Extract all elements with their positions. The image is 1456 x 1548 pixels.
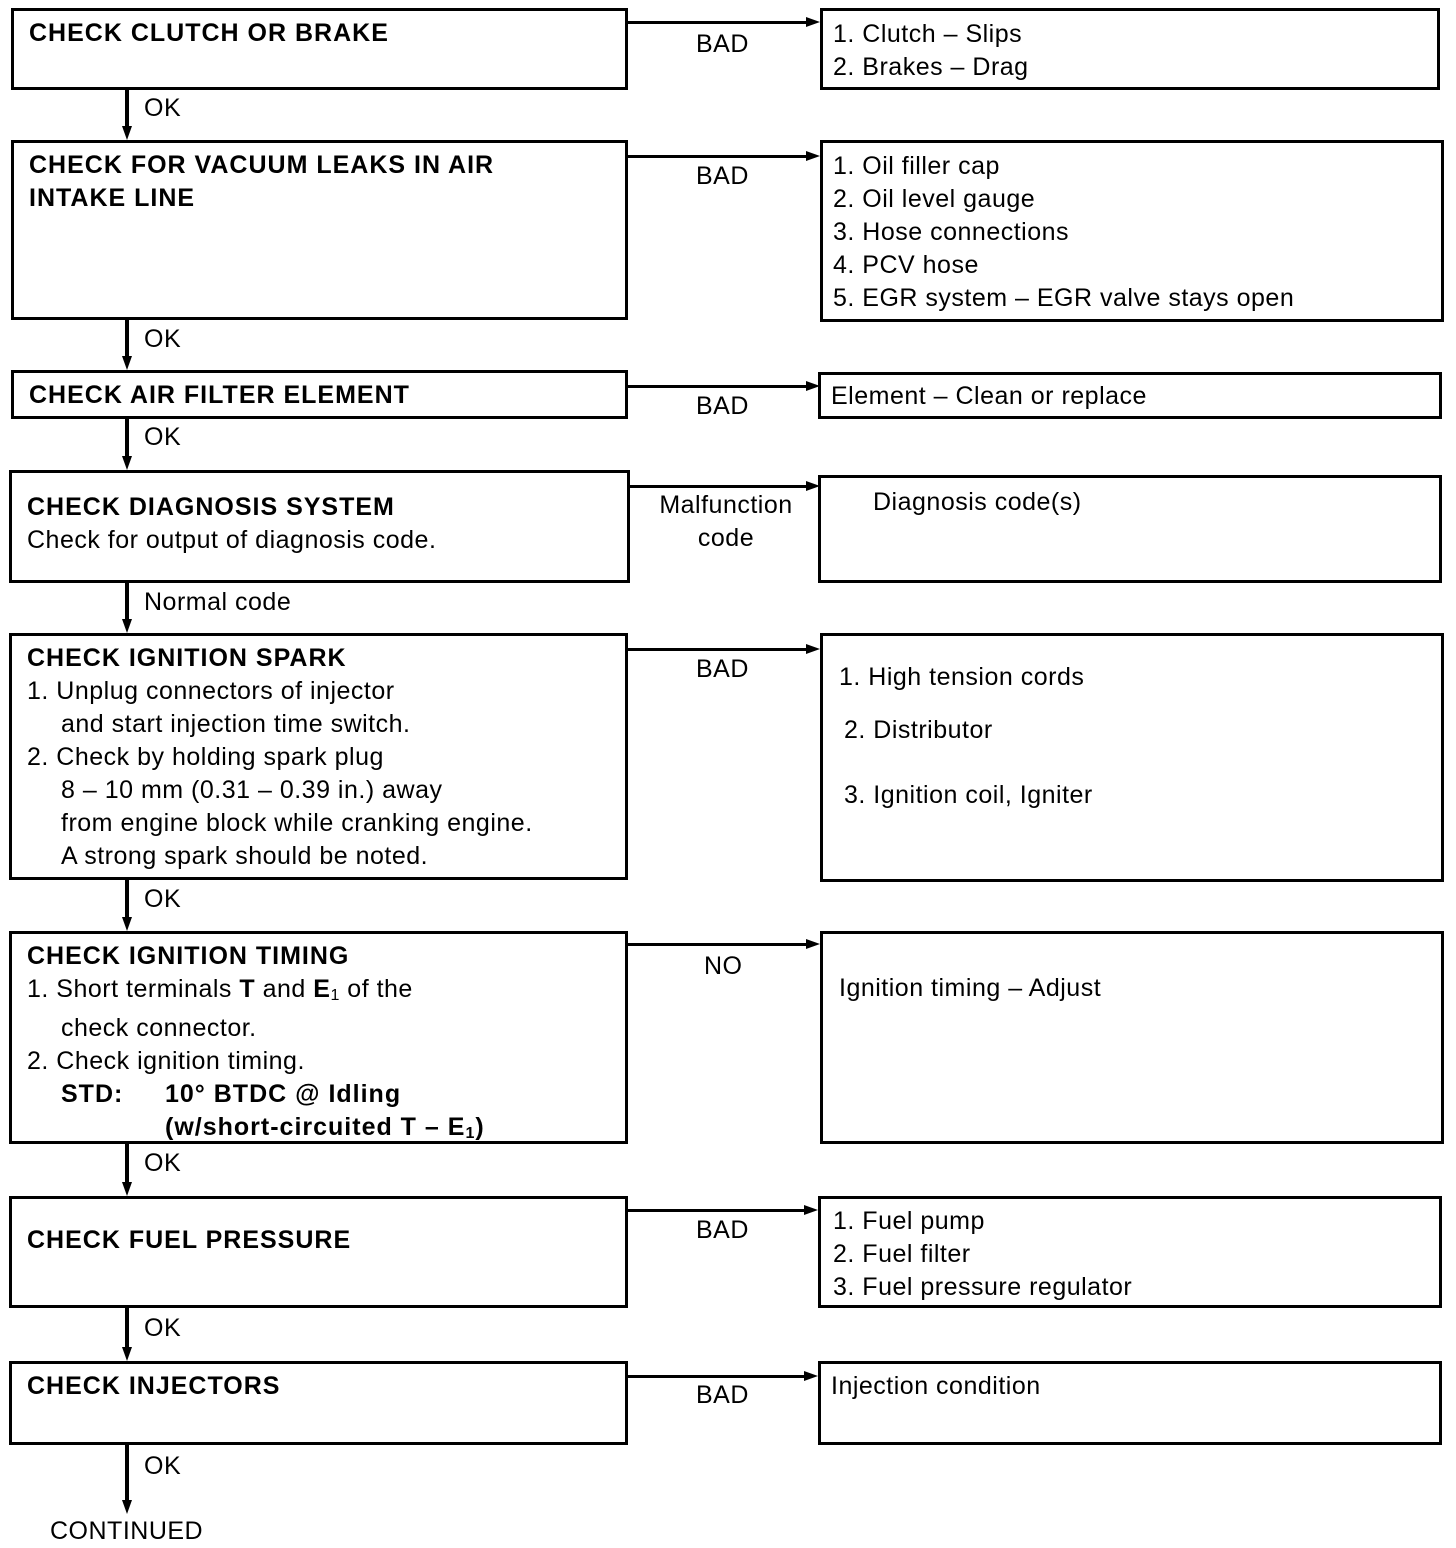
step-injectors xyxy=(9,1361,628,1445)
flow-connector xyxy=(125,419,129,458)
step-ignition-spark xyxy=(9,633,628,880)
branch-label: BAD xyxy=(696,655,749,683)
step-air-filter xyxy=(11,370,628,419)
arrow-right-icon xyxy=(806,17,820,27)
result-line: 4. PCV hose xyxy=(833,251,979,279)
arrow-right-icon xyxy=(806,644,820,654)
branch-label: NO xyxy=(704,952,743,980)
result-line: 5. EGR system – EGR valve stays open xyxy=(833,284,1295,312)
branch-label: BAD xyxy=(696,162,749,190)
branch-connector xyxy=(628,1375,806,1378)
step-title: CHECK FUEL PRESSURE xyxy=(27,1226,352,1254)
step-title: CHECK AIR FILTER ELEMENT xyxy=(29,381,410,409)
result-line: 1. Clutch – Slips xyxy=(833,20,1023,48)
std-note: (w/short-circuited T – $E_1$) xyxy=(165,1113,485,1142)
result-line: Diagnosis code(s) xyxy=(873,488,1082,516)
result-line: 2. Distributor xyxy=(844,716,993,744)
branch-label: Malfunction code xyxy=(659,491,793,552)
result-line: 1. Fuel pump xyxy=(833,1207,985,1235)
step-description: Check for output of diagnosis code. xyxy=(27,526,437,554)
branch-connector xyxy=(628,385,808,388)
arrow-down-icon xyxy=(122,917,132,931)
result-ignition-timing xyxy=(820,931,1444,1144)
step-line: 2. Check by holding spark plug xyxy=(27,743,384,771)
branch-label: BAD xyxy=(696,1381,749,1409)
flow-connector xyxy=(125,320,129,358)
arrow-down-icon xyxy=(122,1182,132,1196)
result-line: 2. Fuel filter xyxy=(833,1240,971,1268)
branch-connector xyxy=(628,155,808,158)
step-title-line2: INTAKE LINE xyxy=(29,184,196,212)
step-title: CHECK CLUTCH OR BRAKE xyxy=(29,19,389,47)
step-line: 2. Check ignition timing. xyxy=(27,1047,305,1075)
result-ignition-spark xyxy=(820,633,1444,882)
flow-label: OK xyxy=(144,885,182,913)
flow-connector xyxy=(125,90,129,128)
step-title-line1: CHECK FOR VACUUM LEAKS IN AIR xyxy=(29,151,495,179)
flow-label: OK xyxy=(144,1452,182,1480)
result-line: Ignition timing – Adjust xyxy=(839,974,1102,1002)
branch-connector xyxy=(630,485,808,488)
step-line: 1. Short terminals T and $E_1$ of the xyxy=(27,975,413,1004)
flow-label: Normal code xyxy=(144,588,292,616)
std-spec: STD: 10° BTDC @ Idling xyxy=(61,1080,402,1108)
step-line: 1. Unplug connectors of injector xyxy=(27,677,395,705)
result-fuel-pressure xyxy=(818,1196,1442,1308)
arrow-down-icon xyxy=(122,1500,132,1514)
arrow-down-icon xyxy=(122,456,132,470)
step-line: A strong spark should be noted. xyxy=(61,842,429,870)
step-clutch-brake xyxy=(11,8,628,90)
result-air-filter xyxy=(818,372,1442,419)
result-clutch-brake xyxy=(820,8,1440,90)
result-vacuum-leaks xyxy=(820,140,1444,322)
result-line: 2. Brakes – Drag xyxy=(833,53,1029,81)
step-title: CHECK IGNITION SPARK xyxy=(27,644,347,672)
branch-connector xyxy=(628,648,808,651)
result-line: 3. Ignition coil, Igniter xyxy=(844,781,1093,809)
arrow-right-icon xyxy=(804,1371,818,1381)
flow-label: OK xyxy=(144,1314,182,1342)
flow-label: OK xyxy=(144,423,182,451)
flow-connector xyxy=(125,880,129,919)
arrow-right-icon xyxy=(806,939,820,949)
arrow-right-icon xyxy=(806,151,820,161)
step-ignition-timing xyxy=(9,931,628,1144)
flow-connector xyxy=(125,1308,129,1349)
flow-connector xyxy=(125,1144,129,1184)
step-line: and start injection time switch. xyxy=(61,710,411,738)
step-line: from engine block while cranking engine. xyxy=(61,809,533,837)
result-line: 1. Oil filler cap xyxy=(833,152,1000,180)
result-line: 3. Fuel pressure regulator xyxy=(833,1273,1133,1301)
branch-connector xyxy=(628,1209,806,1212)
flow-connector xyxy=(125,583,129,621)
arrow-down-icon xyxy=(122,356,132,370)
arrow-right-icon xyxy=(804,1205,818,1215)
result-line: 1. High tension cords xyxy=(839,663,1085,691)
result-line: Injection condition xyxy=(831,1372,1041,1400)
flow-label: OK xyxy=(144,1149,182,1177)
result-line: 3. Hose connections xyxy=(833,218,1070,246)
step-title: CHECK IGNITION TIMING xyxy=(27,942,350,970)
branch-label: BAD xyxy=(696,392,749,420)
result-diagnosis xyxy=(818,475,1442,583)
step-title: CHECK DIAGNOSIS SYSTEM xyxy=(27,493,395,521)
branch-label: BAD xyxy=(696,1216,749,1244)
continued-label: CONTINUED xyxy=(50,1517,204,1545)
step-fuel-pressure xyxy=(9,1196,628,1308)
branch-label: BAD xyxy=(696,30,749,58)
flow-connector xyxy=(125,1445,129,1502)
arrow-down-icon xyxy=(122,1347,132,1361)
branch-connector xyxy=(628,21,808,24)
branch-connector xyxy=(628,943,808,946)
step-diagnosis-system xyxy=(9,470,630,583)
step-vacuum-leaks xyxy=(11,140,628,320)
step-line: check connector. xyxy=(61,1014,257,1042)
result-line: Element – Clean or replace xyxy=(831,382,1147,410)
flow-label: OK xyxy=(144,325,182,353)
result-injectors xyxy=(818,1361,1442,1445)
flow-label: OK xyxy=(144,94,182,122)
result-line: 2. Oil level gauge xyxy=(833,185,1036,213)
arrow-down-icon xyxy=(122,126,132,140)
step-title: CHECK INJECTORS xyxy=(27,1372,281,1400)
step-line: 8 – 10 mm (0.31 – 0.39 in.) away xyxy=(61,776,443,804)
arrow-down-icon xyxy=(122,619,132,633)
arrow-right-icon xyxy=(806,381,820,391)
